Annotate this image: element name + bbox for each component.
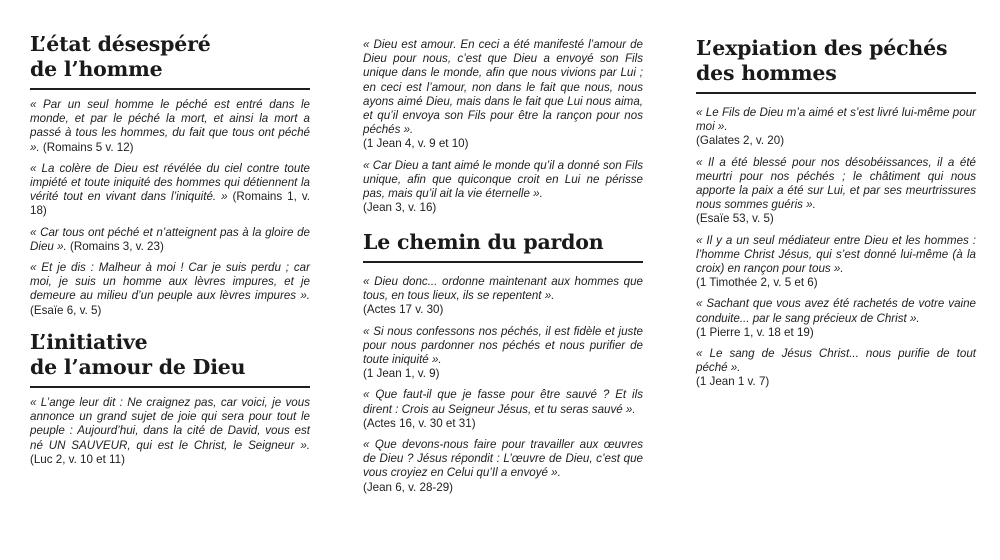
- section-title: [30, 330, 310, 388]
- verse-reference: (Esaïe 53, v. 5): [696, 212, 774, 226]
- verse-quote: « Dieu donc... ordonne maintenant aux hommes que tous, en tous lieux, ils se repentent ».: [363, 275, 643, 303]
- verse-reference: (Galates 2, v. 20): [696, 134, 785, 148]
- section-amour-de-dieu-continued: [363, 38, 643, 222]
- verse-reference: (Actes 17 v. 30): [363, 303, 444, 317]
- section-expiation: [696, 36, 976, 397]
- verse-quote: « Sachant que vous avez été rachetés de votre vaine conduite... par le sang précieux de Christ ».: [696, 297, 976, 325]
- verse-quote: « Car Dieu a tant aimé le monde qu’il a donné son Fils unique, afin que quiconque croit en Lui ne périsse pas, mais qu’il ait la vie éternelle ».: [363, 158, 643, 201]
- verse-reference: (Jean 3, v. 16): [363, 201, 437, 215]
- title-line: L’état désespéré: [30, 32, 211, 56]
- verse-entry: [30, 162, 310, 219]
- verse-entry: [30, 98, 310, 155]
- verse-quote: « Il a été blessé pour nos désobéissances, il a été meurtri pour nos péchés ; le châtiment qui nous apporte la paix a été sur Lui, et par ses meurtrissures nous sommes guéris ».: [696, 155, 976, 212]
- title-line: L’initiative: [30, 330, 148, 354]
- title-line: L’expiation des péchés: [696, 36, 948, 60]
- verse-entry: [30, 226, 310, 254]
- verse-entry: [363, 438, 643, 495]
- verse-quote: « Le Fils de Dieu m’a aimé et s’est livré lui-même pour moi ».: [696, 106, 976, 134]
- verse-entry: [696, 234, 976, 291]
- verse-reference: (Luc 2, v. 10 et 11): [30, 452, 125, 466]
- section-title: [363, 230, 643, 263]
- verse-reference: (1 Jean 1 v. 7): [696, 375, 770, 389]
- title-line: Le chemin du pardon: [363, 230, 604, 254]
- verse-reference: (Esaïe 6, v. 5): [30, 303, 102, 317]
- verse-quote: « Si nous confessons nos péchés, il est fidèle et juste pour nous pardonner nos péchés et nous purifier de toute iniquité ».: [363, 324, 643, 367]
- title-line: de l’amour de Dieu: [30, 355, 246, 379]
- verse-entry: [363, 159, 643, 216]
- verse-quote: « Le sang de Jésus Christ... nous purifie de tout péché ».: [696, 347, 976, 375]
- verse-quote: « Et je dis : Malheur à moi ! Car je suis perdu ; car moi, je suis un homme aux lèvres impures, et je demeure au milieu d’un peuple aux lèvres impures ».: [30, 261, 310, 303]
- verse-quote: « La colère de Dieu est révélée du ciel contre toute impiété et toute iniquité des hommes qui détiennent la vérité tout en vivant dans l’iniquité. »: [30, 161, 310, 204]
- verse-entry: [30, 396, 310, 467]
- verse-entry: [696, 297, 976, 340]
- verse-reference: (Romains 1, v. 18): [30, 190, 310, 218]
- verse-reference: (Actes 16, v. 30 et 31): [363, 416, 476, 430]
- section-chemin-du-pardon: [363, 230, 643, 502]
- verse-reference: (1 Jean 1, v. 9): [363, 367, 440, 381]
- section-title: [30, 32, 310, 90]
- verse-entry: [363, 275, 643, 318]
- section-etat-desespere: [30, 32, 310, 325]
- verse-quote: « L’ange leur dit : Ne craignez pas, car voici, je vous annonce un grand sujet de joie qui sera pour tout le peuple : Aujourd’hui, dans la cité de David, vous est né UN SAUVEUR, qui est le Christ, le Seigneur ».: [30, 396, 310, 452]
- verse-reference: (Romains 5 v. 12): [39, 140, 134, 154]
- verse-entry: [696, 156, 976, 227]
- verse-entry: [363, 325, 643, 382]
- verse-quote: « Dieu est amour. En ceci a été manifesté l’amour de Dieu pour nous, c’est que Dieu a envoyé son Fils unique dans le monde, afin que nous vivions par Lui ; en ceci est l’amour, non dans le fait que nous, nous ayons aimé Dieu, mais dans le fait que Lui nous aima, et qu’il envoya son Fils pour être la rançon pour nos péchés ».: [363, 38, 643, 137]
- verse-reference: (1 Pierre 1, v. 18 et 19): [696, 325, 814, 339]
- verse-entry: [696, 347, 976, 390]
- verse-reference: (1 Timothée 2, v. 5 et 6): [696, 276, 818, 290]
- verse-entry: [363, 388, 643, 431]
- section-initiative-amour: [30, 330, 310, 474]
- verse-entry: [30, 261, 310, 318]
- verse-reference: (1 Jean 4, v. 9 et 10): [363, 137, 469, 151]
- verse-reference: (Romains 3, v. 23): [66, 239, 164, 253]
- verse-entry: [363, 38, 643, 152]
- verse-reference: (Jean 6, v. 28-29): [363, 480, 454, 494]
- verse-quote: « Que faut-il que je fasse pour être sauvé ? Et ils dirent : Crois au Seigneur Jésus, et tu seras sauvé ».: [363, 388, 643, 416]
- title-line: de l’homme: [30, 57, 163, 81]
- section-title: [696, 36, 976, 94]
- verse-quote: « Que devons-nous faire pour travailler aux œuvres de Dieu ? Jésus répondit : L’œuvre de Dieu, c’est que vous croyiez en Celui qu’Il a envoyé ».: [363, 438, 643, 480]
- verse-quote: « Car tous ont péché et n’atteignent pas à la gloire de Dieu ».: [30, 225, 310, 253]
- verse-quote: « Il y a un seul médiateur entre Dieu et les hommes : l’homme Christ Jésus, qui s’est donné lui-même (à la croix) en rançon pour tous ».: [696, 233, 976, 276]
- verse-entry: [696, 106, 976, 149]
- title-line: des hommes: [696, 61, 837, 85]
- verse-quote: « Par un seul homme le péché est entré dans le monde, et par le péché la mort, et ainsi la mort a passé à tous les hommes, du fait que tous ont péché ».: [30, 98, 310, 154]
